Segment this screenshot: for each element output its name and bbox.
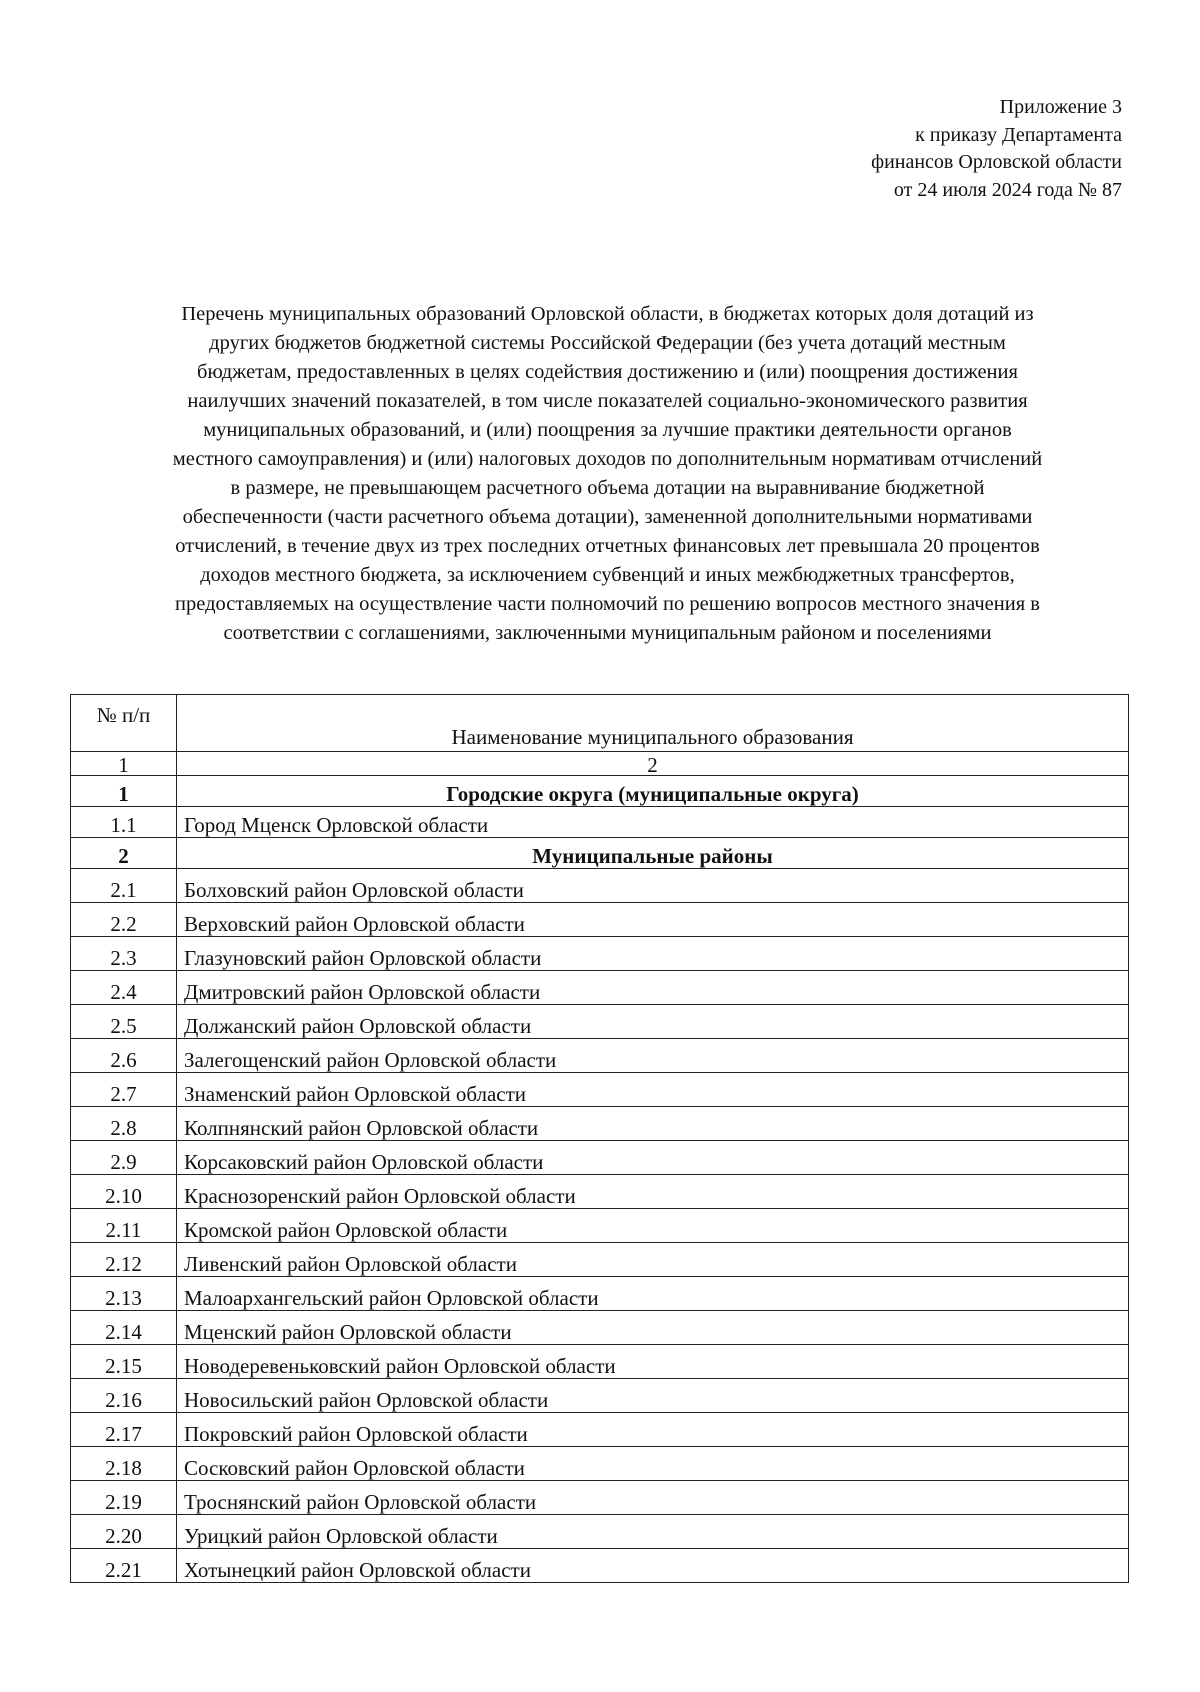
row-name: Краснозоренский район Орловской области: [177, 1175, 1129, 1209]
table-row: [71, 971, 1129, 1005]
table-row: [71, 1515, 1129, 1549]
table-row: [71, 1345, 1129, 1379]
row-name: Новосильский район Орловской области: [177, 1379, 1129, 1413]
row-name: Залегощенский район Орловской области: [177, 1039, 1129, 1073]
table-row: [71, 1277, 1129, 1311]
row-number: 2.4: [71, 971, 177, 1005]
title-line: других бюджетов бюджетной системы Российской Федерации (без учета дотаций местным: [209, 332, 1006, 354]
table-row: [71, 1039, 1129, 1073]
row-number: 2.1: [71, 869, 177, 903]
title-line: в размере, не превышающем расчетного объема дотации на выравнивание бюджетной: [230, 477, 985, 499]
title-line: муниципальных образований, и (или) поощрения за лучшие практики деятельности органов: [203, 419, 1012, 441]
row-number: 2.6: [71, 1039, 177, 1073]
row-number: 2.17: [71, 1413, 177, 1447]
row-name: Верховский район Орловской области: [177, 903, 1129, 937]
header-line: к приказу Департамента: [915, 123, 1122, 146]
row-name: Урицкий район Орловской области: [177, 1515, 1129, 1549]
title-line: местного самоуправления) и (или) налоговых доходов по дополнительным нормативам отчислений: [172, 448, 1043, 470]
column-index-1: 1: [71, 752, 177, 776]
row-name: Покровский район Орловской области: [177, 1413, 1129, 1447]
row-name: Сосковский район Орловской области: [177, 1447, 1129, 1481]
row-name: Троснянский район Орловской области: [177, 1481, 1129, 1515]
title-line: бюджетам, предоставленных в целях содействия достижению и (или) поощрения достижения: [197, 361, 1018, 383]
header-name: Наименование муниципального образования: [177, 695, 1129, 752]
row-number: 2.20: [71, 1515, 177, 1549]
header-number: № п/п: [71, 695, 177, 752]
table-row: [71, 1481, 1129, 1515]
row-name: Новодеревеньковский район Орловской области: [177, 1345, 1129, 1379]
row-number: 2.14: [71, 1311, 177, 1345]
title-line: соответствии с соглашениями, заключенными муниципальным районом и поселениями: [223, 622, 992, 644]
row-name: Хотынецкий район Орловской области: [177, 1549, 1129, 1583]
table-row: [71, 1141, 1129, 1175]
row-number: 2.13: [71, 1277, 177, 1311]
row-number: 2.11: [71, 1209, 177, 1243]
section-number: 2: [71, 838, 177, 869]
table-row: [71, 1175, 1129, 1209]
row-name: Колпнянский район Орловской области: [177, 1107, 1129, 1141]
row-number: 2.3: [71, 937, 177, 971]
table-row: [71, 937, 1129, 971]
table-row: [71, 1073, 1129, 1107]
table-header-row: [71, 695, 1129, 752]
row-name: Кромской район Орловской области: [177, 1209, 1129, 1243]
section-row-urban-districts: [71, 776, 1129, 807]
row-number: 2.16: [71, 1379, 177, 1413]
row-number: 2.19: [71, 1481, 177, 1515]
table-row: [71, 1005, 1129, 1039]
table-row: [71, 1209, 1129, 1243]
row-name: Должанский район Орловской области: [177, 1005, 1129, 1039]
row-name: Знаменский район Орловской области: [177, 1073, 1129, 1107]
title-line: отчислений, в течение двух из трех последних отчетных финансовых лет превышала 20 процентов: [175, 535, 1040, 557]
row-number: 2.21: [71, 1549, 177, 1583]
table-row: [71, 1413, 1129, 1447]
section-row-municipal-districts: [71, 838, 1129, 869]
row-name: Корсаковский район Орловской области: [177, 1141, 1129, 1175]
table-row: [71, 1549, 1129, 1583]
row-number: 2.15: [71, 1345, 177, 1379]
column-index-2: 2: [177, 752, 1129, 776]
table-row: [71, 869, 1129, 903]
row-name: Малоархангельский район Орловской области: [177, 1277, 1129, 1311]
document-title: [70, 300, 1145, 648]
row-number: 2.2: [71, 903, 177, 937]
table-row: [71, 1447, 1129, 1481]
row-number: 2.7: [71, 1073, 177, 1107]
row-name: Глазуновский район Орловской области: [177, 937, 1129, 971]
row-number: 2.9: [71, 1141, 177, 1175]
table-row: [71, 903, 1129, 937]
row-name: Ливенский район Орловской области: [177, 1243, 1129, 1277]
title-line: доходов местного бюджета, за исключением субвенций и иных межбюджетных трансфертов,: [200, 564, 1015, 586]
row-number: 2.10: [71, 1175, 177, 1209]
table-row: [71, 1311, 1129, 1345]
table-row: [71, 1107, 1129, 1141]
table-row: [71, 1243, 1129, 1277]
header-line: от 24 июля 2024 года № 87: [893, 178, 1122, 201]
municipalities-table: [70, 694, 1129, 1583]
section-title: Городские округа (муниципальные округа): [177, 776, 1129, 807]
title-line: обеспеченности (части расчетного объема дотации), замененной дополнительными нормативами: [182, 506, 1033, 528]
table-row: [71, 807, 1129, 838]
row-number: 2.12: [71, 1243, 177, 1277]
title-line: Перечень муниципальных образований Орловской области, в бюджетах которых доля дотаций из: [181, 303, 1034, 325]
header-line: Приложение 3: [999, 96, 1122, 118]
row-number: 2.8: [71, 1107, 177, 1141]
row-number: 1.1: [71, 807, 177, 838]
title-line: предоставляемых на осуществление части полномочий по решению вопросов местного значения в: [175, 593, 1040, 615]
row-number: 2.5: [71, 1005, 177, 1039]
row-name: Мценский район Орловской области: [177, 1311, 1129, 1345]
column-index-row: [71, 752, 1129, 776]
row-name: Город Мценск Орловской области: [177, 807, 1129, 838]
header-line: финансов Орловской области: [871, 151, 1122, 173]
title-line: наилучших значений показателей, в том числе показателей социально-экономического развития: [187, 390, 1028, 412]
table-row: [71, 1379, 1129, 1413]
row-number: 2.18: [71, 1447, 177, 1481]
row-name: Дмитровский район Орловской области: [177, 971, 1129, 1005]
document-header: [871, 94, 1122, 204]
section-title: Муниципальные районы: [177, 838, 1129, 869]
section-number: 1: [71, 776, 177, 807]
row-name: Болховский район Орловской области: [177, 869, 1129, 903]
